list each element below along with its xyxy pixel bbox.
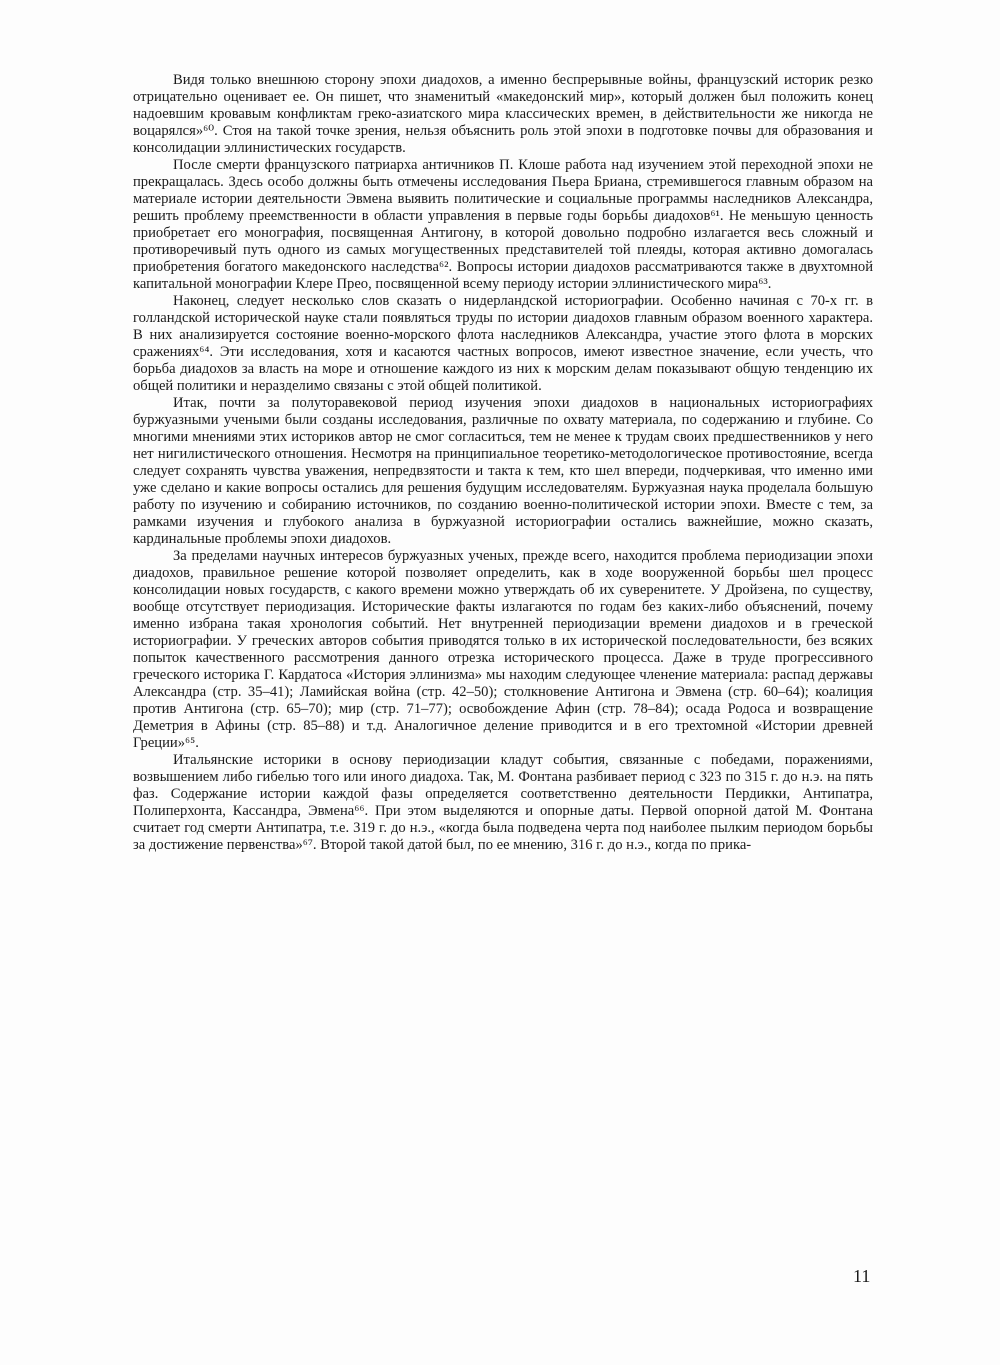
paragraph: Итальянские историки в основу периодизации кладут события, связанные с победами, поражениями, возвышением либо гибелью того или иного диадоха. Так, М. Фонтана разбивает период с 323 по 315 г. до н.э. на пять фаз. Содержание истории каждой фазы определяется соответственно деятельности Пердикки, Антипатра, Полиперхонта, Кассандра, Эвмена⁶⁶. При этом выделяются и опорные даты. Первой опорной датой М. Фонтана считает год смерти Антипатра, т.е. 319 г. до н.э., «когда была подведена черта под наиболее пылким периодом борьбы за достижение первенства»⁶⁷. Второй такой датой был, по ее мнению, 316 г. до н.э., когда по прика-: [133, 752, 873, 853]
paragraph: Наконец, следует несколько слов сказать о нидерландской историографии. Особенно начиная с 70-х гг. в голландской исторической науке стали появляться труды по истории диадохов главным образом военного характера. В них анализируется состояние военно-морского флота наследников Александра, участие этого флота в морских сражениях⁶⁴. Эти исследования, хотя и касаются частных вопросов, имеют известное значение, если учесть, что борьба диадохов за власть на море и отношение каждого из них к морским делам показывают общую тенденцию их общей политики и неразделимо связаны с этой общей политикой.: [133, 293, 873, 394]
page-body: [133, 72, 873, 854]
paragraph: Итак, почти за полуторавековой период изучения эпохи диадохов в национальных историографиях буржуазными учеными были созданы исследования, различные по охвату материала, по содержанию и глубине. Со многими мнениями этих историков автор не смог согласиться, тем не менее к трудам своих предшественников у него нет нигилистического отношения. Несмотря на принципиальное теоретико-методологическое противостояние, всегда следует сохранять чувства уважения, непредвзятости и такта к тем, кто шел впереди, подчеркивая, что именно ими уже сделано и какие вопросы остались для решения будущим исследователям. Буржуазная наука проделала большую работу по изучению и собиранию источников, по созданию военно-политической истории эпохи. Вместе с тем, за рамками изучения и глубокого анализа в буржуазной историографии остались важнейшие, можно сказать, кардинальные проблемы эпохи диадохов.: [133, 395, 873, 547]
page-number: 11: [853, 1266, 871, 1286]
paragraph: За пределами научных интересов буржуазных ученых, прежде всего, находится проблема периодизации эпохи диадохов, правильное решение которой позволяет определить, как в ходе вооруженной борьбы шел процесс консолидации новых государств, с какого времени можно утверждать об их суверенитете. У Дройзена, по существу, вообще отсутствует периодизация. Исторические факты излагаются по годам без каких-либо объяснений, почему именно избрана такая хронология событий. Нет внутренней периодизации времени диадохов и в греческой историографии. У греческих авторов события приводятся только в их исторической последовательности, без всяких попыток качественного рассмотрения данного отрезка исторического процесса. Даже в труде прогрессивного греческого историка Г. Кардатоса «История эллинизма» мы находим следующее членение материала: распад державы Александра (стр. 35–41); Ламийская война (стр. 42–50); столкновение Антигона и Эвмена (стр. 60–64); коалиция против Антигона (стр. 65–70); мир (стр. 71–77); освобождение Афин (стр. 78–84); осада Родоса и возвращение Деметрия в Афины (стр. 85–88) и т.д. Аналогичное деление приводится и в его трехтомной «Истории древней Греции»⁶⁵.: [133, 548, 873, 751]
paragraph: После смерти французского патриарха античников П. Клоше работа над изучением этой переходной эпохи не прекращалась. Здесь особо должны быть отмечены исследования Пьера Бриана, стремившегося главным образом на материале истории деятельности Эвмена выявить политические и социальные программы наследников Александра, решить проблему преемственности в области управления в первые годы борьбы диадохов⁶¹. Не меньшую ценность приобретает его монография, посвященная Антигону, в которой довольно подробно излагается весь сложный и противоречивый путь одного из самых могущественных представителей той плеяды, которая активно домогалась приобретения богатого македонского наследства⁶². Вопросы истории диадохов рассматриваются также в двухтомной капитальной монографии Клере Прео, посвященной всему периоду истории эллинистического мира⁶³.: [133, 157, 873, 292]
paragraph: Видя только внешнюю сторону эпохи диадохов, а именно беспрерывные войны, французский историк резко отрицательно оценивает ее. Он пишет, что знаменитый «македонский мир», который должен был положить конец надоевшим кровавым конфликтам греко-азиатского мира классических времен, в действительности же никогда не воцарялся»⁶⁰. Стоя на такой точке зрения, нельзя объяснить роль этой эпохи в подготовке почвы для образования и консолидации эллинистических государств.: [133, 72, 873, 156]
